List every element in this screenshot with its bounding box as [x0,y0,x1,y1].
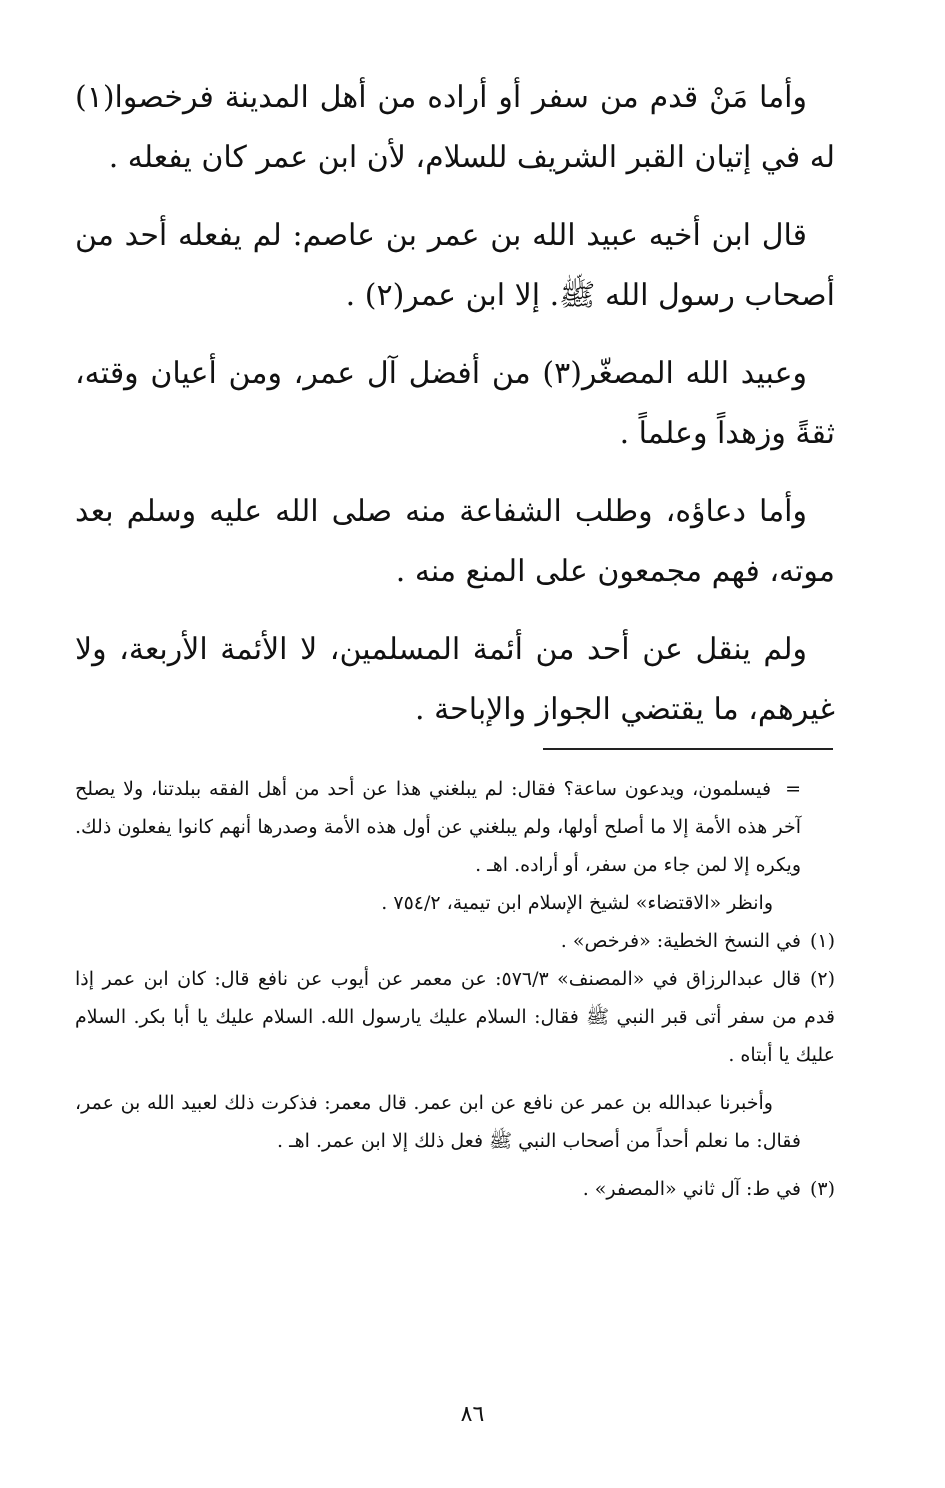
continuation-mark: = [785,778,801,800]
footnote-see-also: وانظر «الاقتضاء» لشيخ الإسلام ابن تيمية، ٧٥٤/٢ . [381,892,773,914]
paragraph-5: ولم ينقل عن أحد من أئمة المسلمين، لا الأئمة الأربعة، ولا غيرهم، ما يقتضي الجواز والإباحة . [75,632,835,727]
paragraph-1: وأما مَنْ قدم من سفر أو أراده من أهل المدينة فرخصوا(١) له في إتيان القبر الشريف للسلام، لأن ابن عمر كان يفعله . [75,80,835,175]
footnote-3 [75,1170,835,1208]
footnotes [75,770,835,1208]
continuation-text: فيسلمون، ويدعون ساعة؟ فقال: لم يبلغني هذا عن أحد من أهل الفقه ببلدتنا، ولا يصلح آخر هذه الأمة إلا ما أصلح أولها، ولم يبلغني عن أول هذه الأمة وصدرها أنهم كانوا يفعلون ذلك. ويكره إلا لمن جاء من سفر، أو أراده. اهـ . [75,778,801,876]
footnote-2-text: قال عبدالرزاق في «المصنف» ٥٧٦/٣: عن معمر عن أيوب عن نافع قال: كان ابن عمر إذا قدم من سفر أتى قبر النبي ﷺ فقال: السلام عليك يارسول الله. السلام عليك يا أبا بكر. السلام عليك يا أبتاه . [75,968,835,1066]
paragraph-4: وأما دعاؤه، وطلب الشفاعة منه صلى الله عليه وسلم بعد موته، فهم مجمعون على المنع منه . [75,494,835,589]
footnote-separator [543,748,833,750]
footnote-3-text: في ط: آل ثاني «المصفر» . [582,1178,801,1200]
paragraph-3: وعبيد الله المصغّر(٣) من أفضل آل عمر، ومن أعيان وقته، ثقةً وزهداً وعلماً . [75,356,835,451]
footnote-2-number: (٢) [809,968,835,990]
footnote-2-continued: وأخبرنا عبدالله بن عمر عن نافع عن ابن عمر. قال معمر: فذكرت ذلك لعبيد الله بن عمر، فقال: ما نعلم أحداً من أصحاب النبي ﷺ فعل ذلك إلا ابن عمر. اهـ . [75,1092,801,1152]
footnote-continuation [75,770,835,884]
paragraph-2: قال ابن أخيه عبيد الله بن عمر بن عاصم: لم يفعله أحد من أصحاب رسول الله ﷺ. إلا ابن عمر(٢) . [75,218,835,313]
main-text [75,68,835,758]
footnote-1-number: (١) [809,930,835,952]
footnote-2 [75,960,835,1074]
footnote-3-number: (٣) [809,1178,835,1200]
footnote-1 [75,922,835,960]
footnote-1-text: في النسخ الخطية: «فرخص» . [560,930,801,952]
page-number: ٨٦ [460,1402,485,1427]
